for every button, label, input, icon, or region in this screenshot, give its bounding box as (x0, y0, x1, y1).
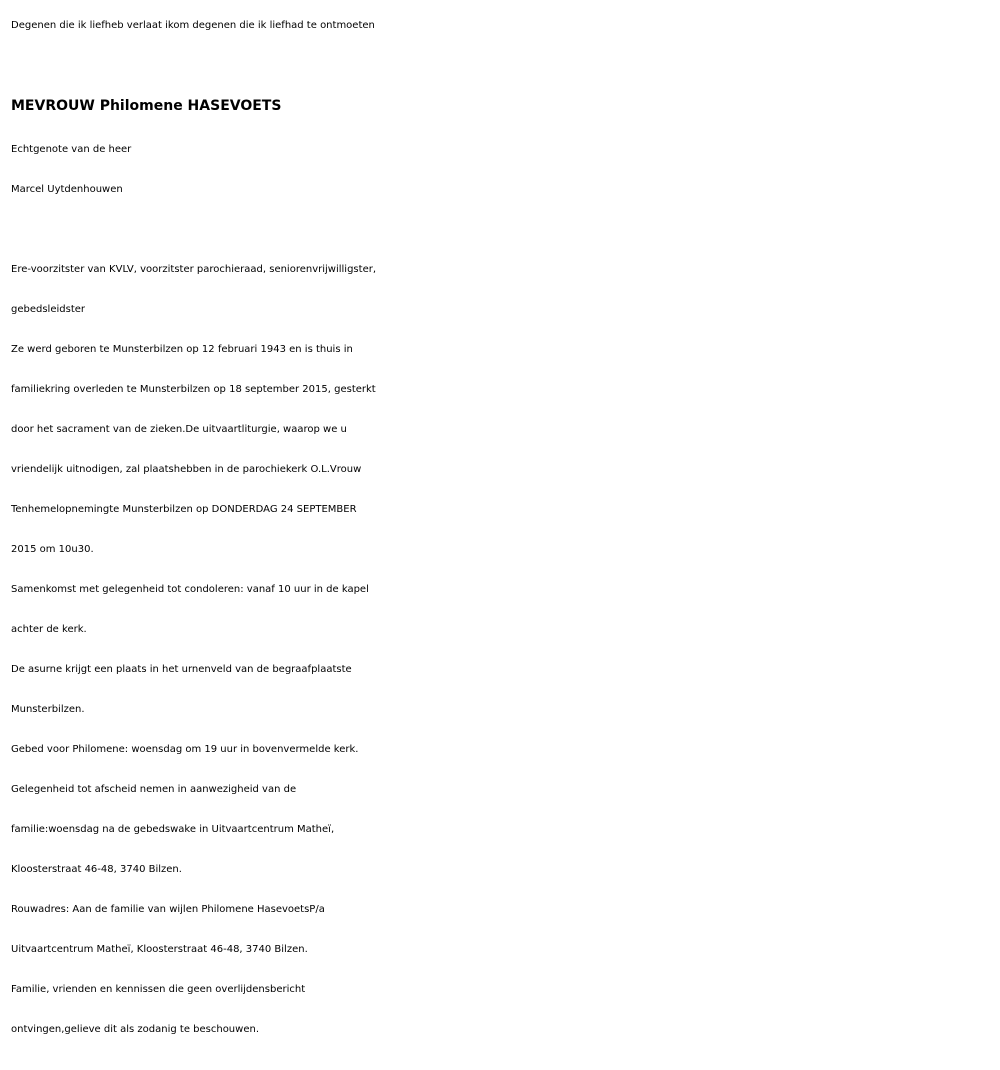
body-line: Samenkomst met gelegenheid tot condoleren: vanaf 10 uur in de kapel (11, 584, 369, 595)
body-line: gebedsleidster (11, 304, 86, 315)
body-line: familiekring overleden te Munsterbilzen op 18 september 2015, gesterkt (11, 384, 376, 395)
body-line: Ze werd geboren te Munsterbilzen op 12 februari 1943 en is thuis in (11, 344, 353, 355)
body-line: De asurne krijgt een plaats in het urnenveld van de begraafplaatste (11, 664, 352, 675)
body-line: Munsterbilzen. (11, 704, 85, 715)
body-line: Tenhemelopnemingte Munsterbilzen op DONDERDAG 24 SEPTEMBER (11, 504, 357, 515)
body-line: vriendelijk uitnodigen, zal plaatshebben in de parochiekerk O.L.Vrouw (11, 464, 362, 475)
body-line: familie:woensdag na de gebedswake in Uitvaartcentrum Matheï, (11, 824, 335, 835)
body-line: Gelegenheid tot afscheid nemen in aanwezigheid van de (11, 784, 297, 795)
body-line: achter de kerk. (11, 624, 87, 635)
body-line: Kloosterstraat 46-48, 3740 Bilzen. (11, 864, 182, 875)
paragraph-spacer (11, 210, 1000, 250)
body-line: ontvingen,gelieve dit als zodanig te beschouwen. (11, 1024, 259, 1035)
body-line: door het sacrament van de zieken.De uitvaartliturgie, waarop we u (11, 424, 347, 435)
motto-text: Degenen die ik liefheb verlaat ikom degenen die ik liefhad te ontmoeten (11, 20, 375, 31)
body-line: Gebed voor Philomene: woensdag om 19 uur in bovenvermelde kerk. (11, 744, 359, 755)
spouse-line: Echtgenote van de heer (11, 144, 132, 155)
spouse-line: Marcel Uytdenhouwen (11, 184, 123, 195)
body-line: Uitvaartcentrum Matheï, Kloosterstraat 46-48, 3740 Bilzen. (11, 944, 308, 955)
body-line: Familie, vrienden en kennissen die geen overlijdensbericht (11, 984, 306, 995)
body-line: Rouwadres: Aan de familie van wijlen Philomene HasevoetsP/a (11, 904, 325, 915)
body-line: Ere-voorzitster van KVLV, voorzitster parochieraad, seniorenvrijwilligster, (11, 264, 377, 275)
deceased-name: MEVROUW Philomene HASEVOETS (11, 98, 282, 114)
body-line: 2015 om 10u30. (11, 544, 94, 555)
